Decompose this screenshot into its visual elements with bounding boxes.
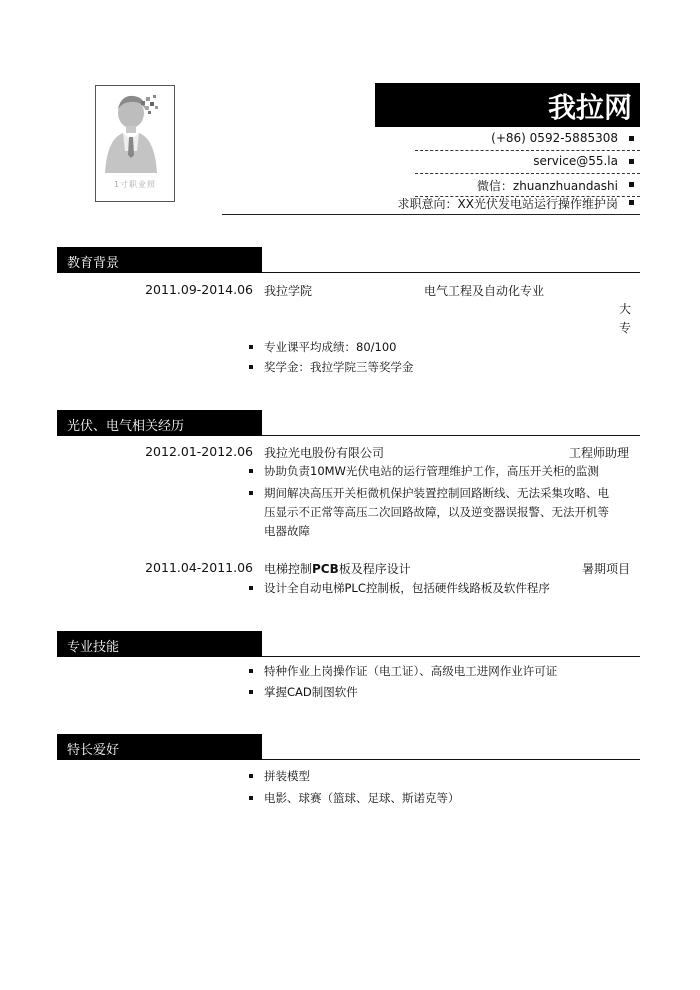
square-bullet-icon bbox=[629, 182, 634, 187]
list-item-text: 专业课平均成绩：80/100 bbox=[264, 340, 397, 354]
section-header-education bbox=[57, 247, 262, 273]
section-header-skills bbox=[57, 631, 262, 657]
bullet-icon bbox=[249, 345, 253, 349]
entry-degree-1: 大 bbox=[619, 302, 632, 316]
project-name-prefix: 电梯控制 bbox=[264, 562, 313, 576]
section-title: 光伏、电气相关经历 bbox=[67, 419, 185, 434]
section-header-hobbies bbox=[57, 734, 262, 760]
project-name-bold: PCB bbox=[312, 562, 339, 576]
entry-project bbox=[264, 560, 411, 577]
section-divider bbox=[262, 759, 640, 760]
name-banner bbox=[375, 83, 640, 127]
job-objective: 求职意向：XX光伏发电站运行操作维护岗 bbox=[397, 197, 618, 211]
entry-role: 暑期项目 bbox=[582, 562, 631, 576]
section-title: 特长爱好 bbox=[67, 743, 120, 758]
entry-school: 我拉学院 bbox=[264, 284, 313, 298]
section-header-experience bbox=[57, 410, 262, 436]
list-item-text: 协助负责10MW光伏电站的运行管理维护工作，高压开关柜的监测 bbox=[264, 464, 599, 478]
bullet-icon bbox=[249, 365, 253, 369]
list-item-text: 特种作业上岗操作证（电工证）、高级电工进网作业许可证 bbox=[264, 664, 558, 678]
avatar-placeholder-icon bbox=[101, 91, 169, 186]
list-item-text: 期间解决高压开关柜微机保护装置控制回路断线、无法采集攻略、电 bbox=[264, 486, 609, 500]
project-name-suffix: 板及程序设计 bbox=[338, 562, 411, 576]
square-bullet-icon bbox=[629, 200, 634, 205]
entry-company: 我拉光电股份有限公司 bbox=[264, 446, 385, 460]
contact-phone-row bbox=[415, 127, 640, 151]
job-objective-row bbox=[222, 191, 640, 215]
bullet-icon bbox=[249, 796, 253, 800]
bullet-icon bbox=[249, 491, 253, 495]
list-item-text: 电影、球赛（篮球、足球、斯诺克等） bbox=[264, 791, 460, 805]
contact-wechat: 微信：zhuanzhuandashi bbox=[476, 179, 618, 193]
entry-date: 2012.01-2012.06 bbox=[145, 444, 253, 459]
bullet-icon bbox=[249, 669, 253, 673]
list-item-text: 掌握CAD制图软件 bbox=[264, 685, 358, 699]
contact-email-row bbox=[415, 150, 640, 174]
section-title: 教育背景 bbox=[67, 256, 120, 271]
bullet-icon bbox=[249, 586, 253, 590]
entry-degree-2: 专 bbox=[619, 321, 632, 335]
contact-email: service@55.la bbox=[533, 154, 618, 168]
candidate-name: 我拉网 bbox=[547, 91, 632, 124]
list-item-text: 设计全自动电梯PLC控制板，包括硬件线路板及软件程序 bbox=[264, 581, 550, 595]
list-item-text: 电器故障 bbox=[264, 524, 310, 538]
entry-date: 2011.04-2011.06 bbox=[145, 560, 253, 575]
section-title: 专业技能 bbox=[67, 640, 120, 655]
bullet-icon bbox=[249, 690, 253, 694]
section-divider bbox=[262, 272, 640, 273]
square-bullet-icon bbox=[629, 159, 634, 164]
square-bullet-icon bbox=[629, 136, 634, 141]
entry-role: 工程师助理 bbox=[569, 446, 630, 460]
section-divider bbox=[262, 435, 640, 436]
list-item-text: 拼装模型 bbox=[264, 769, 310, 783]
bullet-icon bbox=[249, 774, 253, 778]
contact-phone: (+86) 0592-5885308 bbox=[491, 131, 618, 145]
photo-caption: 1寸职业照 bbox=[113, 180, 157, 189]
profile-photo bbox=[95, 85, 175, 202]
entry-date: 2011.09-2014.06 bbox=[145, 282, 253, 297]
list-item-text: 压显示不正常等高压二次回路故障，以及逆变器误报警、无法开机等 bbox=[264, 505, 609, 519]
bullet-icon bbox=[249, 469, 253, 473]
entry-major: 电气工程及自动化专业 bbox=[424, 284, 545, 298]
section-divider bbox=[262, 656, 640, 657]
list-item-text: 奖学金：我拉学院三等奖学金 bbox=[264, 360, 414, 374]
